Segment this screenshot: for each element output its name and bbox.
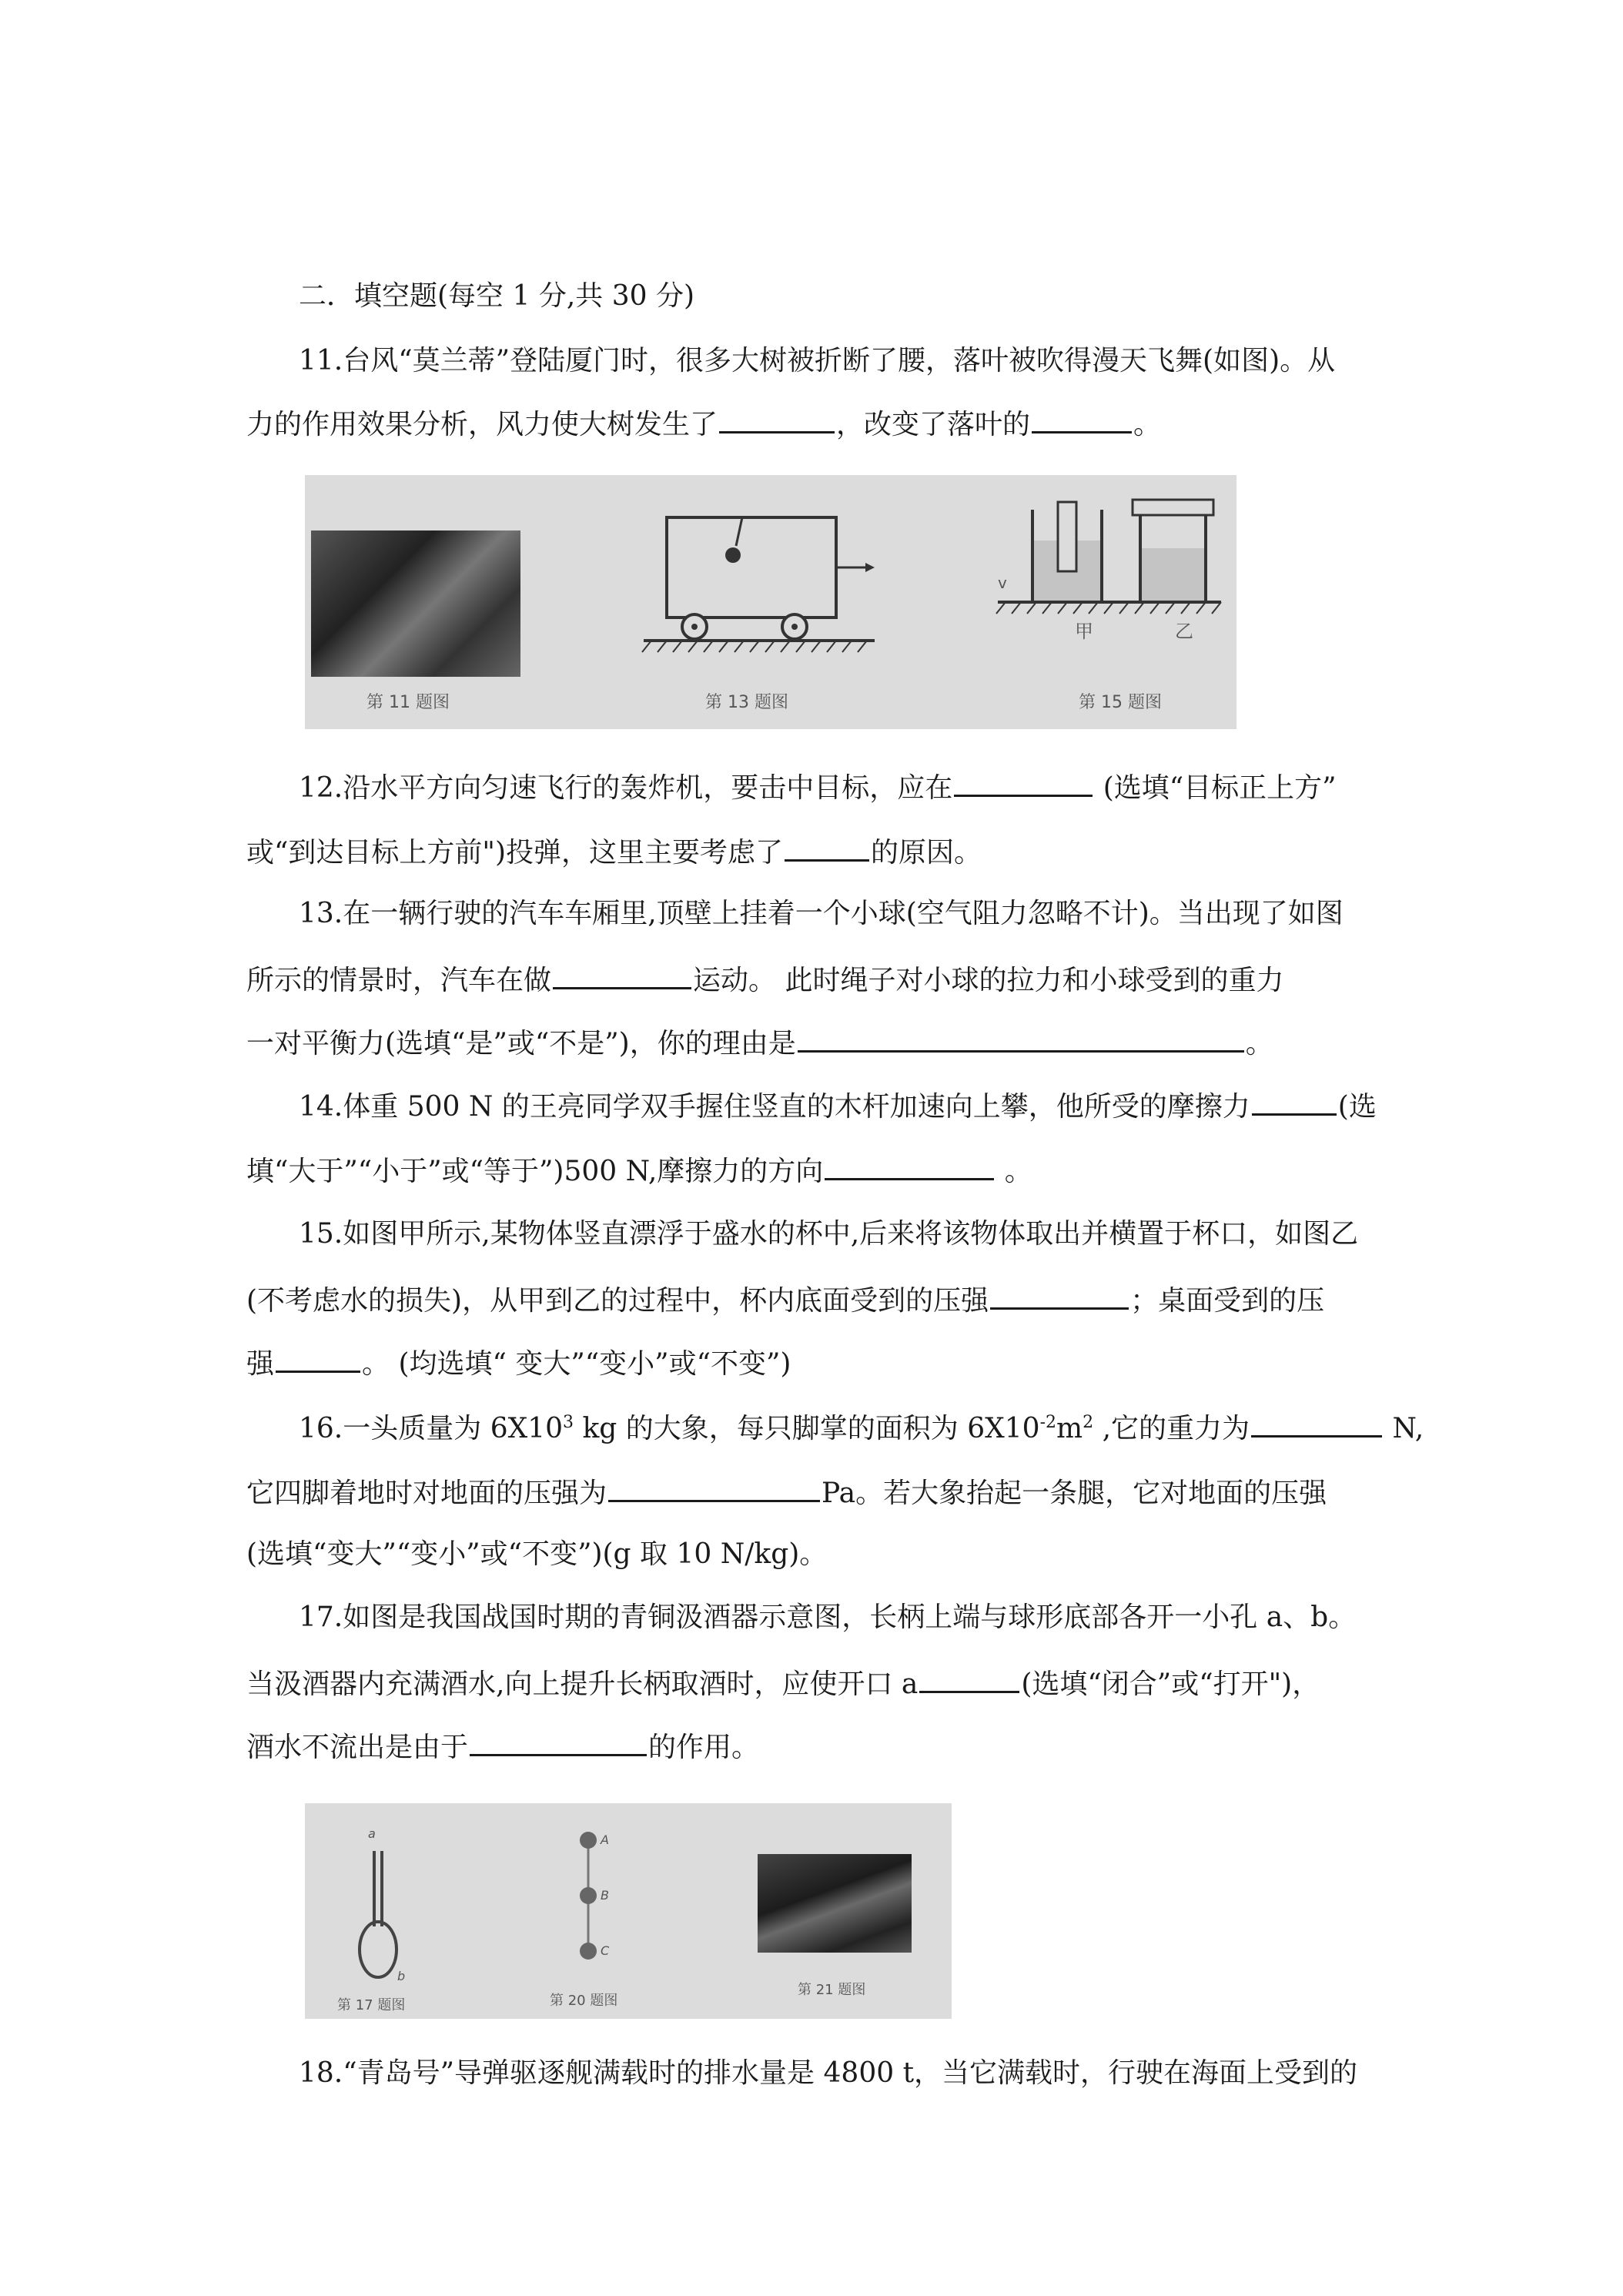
q11-line1: 11.台风“莫兰蒂”登陆厦门时，很多大树被折断了腰，落叶被吹得漫天飞舞(如图)。从 (299, 345, 1336, 377)
q16-line2: 它四脚着地时对地面的压强为 Pa。若大象抬起一条腿，它对地面的压强 (246, 1474, 1378, 1511)
q11-line2: 力的作用效果分析，风力使大树发生了 ，改变了落叶的 。 (246, 405, 1378, 443)
label-b: b (397, 1969, 406, 1983)
q12-blank1[interactable] (954, 768, 1093, 797)
q14-blank2[interactable] (825, 1152, 994, 1180)
caption-fig21: 第 21 题图 (798, 1982, 866, 1998)
q15-line2: (不考虑水的损失)，从甲到乙的过程中，杯内底面受到的压强 ；桌面受到的压 (246, 1281, 1378, 1319)
label-yi: 乙 (1175, 621, 1193, 642)
q12-blank2[interactable] (785, 833, 869, 862)
q15-line1: 15.如图甲所示,某物体竖直漂浮于盛水的杯中,后来将该物体取出并横置于杯口，如图乙 (299, 1218, 1359, 1250)
q17-line2: 当汲酒器内充满酒水,向上提升长柄取酒时，应使开口 a (选填“闭合”或“打开")， (246, 1665, 1378, 1702)
caption-fig11: 第 11 题图 (366, 693, 450, 712)
label-a: a (368, 1826, 376, 1841)
caption-fig15: 第 15 题图 (1079, 693, 1162, 712)
q17-blank1[interactable] (919, 1665, 1019, 1693)
caption-fig20: 第 20 题图 (550, 1993, 618, 2009)
q16-blank1[interactable] (1251, 1409, 1382, 1438)
q12-line1: 12.沿水平方向匀速飞行的轰炸机，要击中目标，应在 (选填“目标正上方” (299, 768, 1431, 806)
q13-line3: 一对平衡力(选填“是”或“不是”)，你的理由是 。 (246, 1024, 1378, 1062)
label-jia: 甲 (1075, 621, 1093, 642)
caption-fig13: 第 13 题图 (705, 693, 788, 712)
velocity-label: v (998, 574, 1007, 592)
q16-line1: 16.一头质量为 $6X10^3$ kg 的大象，每只脚掌的面积为 $6X10^{-2}m^2$ ,它的重力为 N, (299, 1409, 1431, 1447)
q13-blank1[interactable] (553, 961, 691, 989)
figure-strip-2 (305, 1803, 952, 2019)
q17-blank2[interactable] (470, 1728, 647, 1756)
label-A: A (601, 1832, 609, 1847)
figure-strip-1 (305, 475, 1236, 729)
q17-line3: 酒水不流出是由于 的作用。 (246, 1728, 1378, 1766)
q14-line1: 14.体重 500 N 的王亮同学双手握住竖直的木杆加速向上攀，他所受的摩擦力 (选 (299, 1087, 1431, 1125)
q18-line1: 18.“青岛号”导弹驱逐舰满载时的排水量是 4800 t，当它满载时，行驶在海面上受到的 (299, 2057, 1358, 2089)
pole-vault-photo (758, 1854, 912, 1953)
q15-blank2[interactable] (276, 1344, 360, 1373)
q13-line1: 13.在一辆行驶的汽车车厢里,顶壁上挂着一个小球(空气阻力忽略不计)。当出现了如图 (299, 898, 1344, 929)
q13-blank2[interactable] (798, 1024, 1244, 1053)
q16-line3: (选填“变大”“变小”或“不变”)(g 取 10 N/kg)。 (246, 1538, 828, 1570)
q12-line2: 或“到达目标上方前")投弹，这里主要考虑了 的原因。 (246, 833, 1378, 871)
q15-blank1[interactable] (990, 1281, 1129, 1310)
label-B: B (601, 1888, 609, 1903)
q15-line3: 强 。 (均选填“ 变大”“变小”或“不变”) (246, 1344, 1378, 1382)
q14-blank1[interactable] (1252, 1087, 1337, 1116)
q17-line1: 17.如图是我国战国时期的青铜汲酒器示意图，长柄上端与球形底部各开一小孔 a、b。 (299, 1602, 1357, 1633)
label-C: C (601, 1943, 610, 1958)
q11-blank1[interactable] (719, 405, 835, 433)
q14-line2: 填“大于”“小于”或“等于”)500 N,摩擦力的方向 。 (246, 1152, 1378, 1190)
section-title: 二．填空题(每空 1 分,共 30 分) (299, 280, 695, 312)
q11-blank2[interactable] (1032, 405, 1132, 433)
q16-blank2[interactable] (608, 1474, 820, 1502)
caption-fig17: 第 17 题图 (337, 1997, 406, 2013)
q13-line2: 所示的情景时，汽车在做 运动。 此时绳子对小球的拉力和小球受到的重力 (246, 961, 1378, 999)
